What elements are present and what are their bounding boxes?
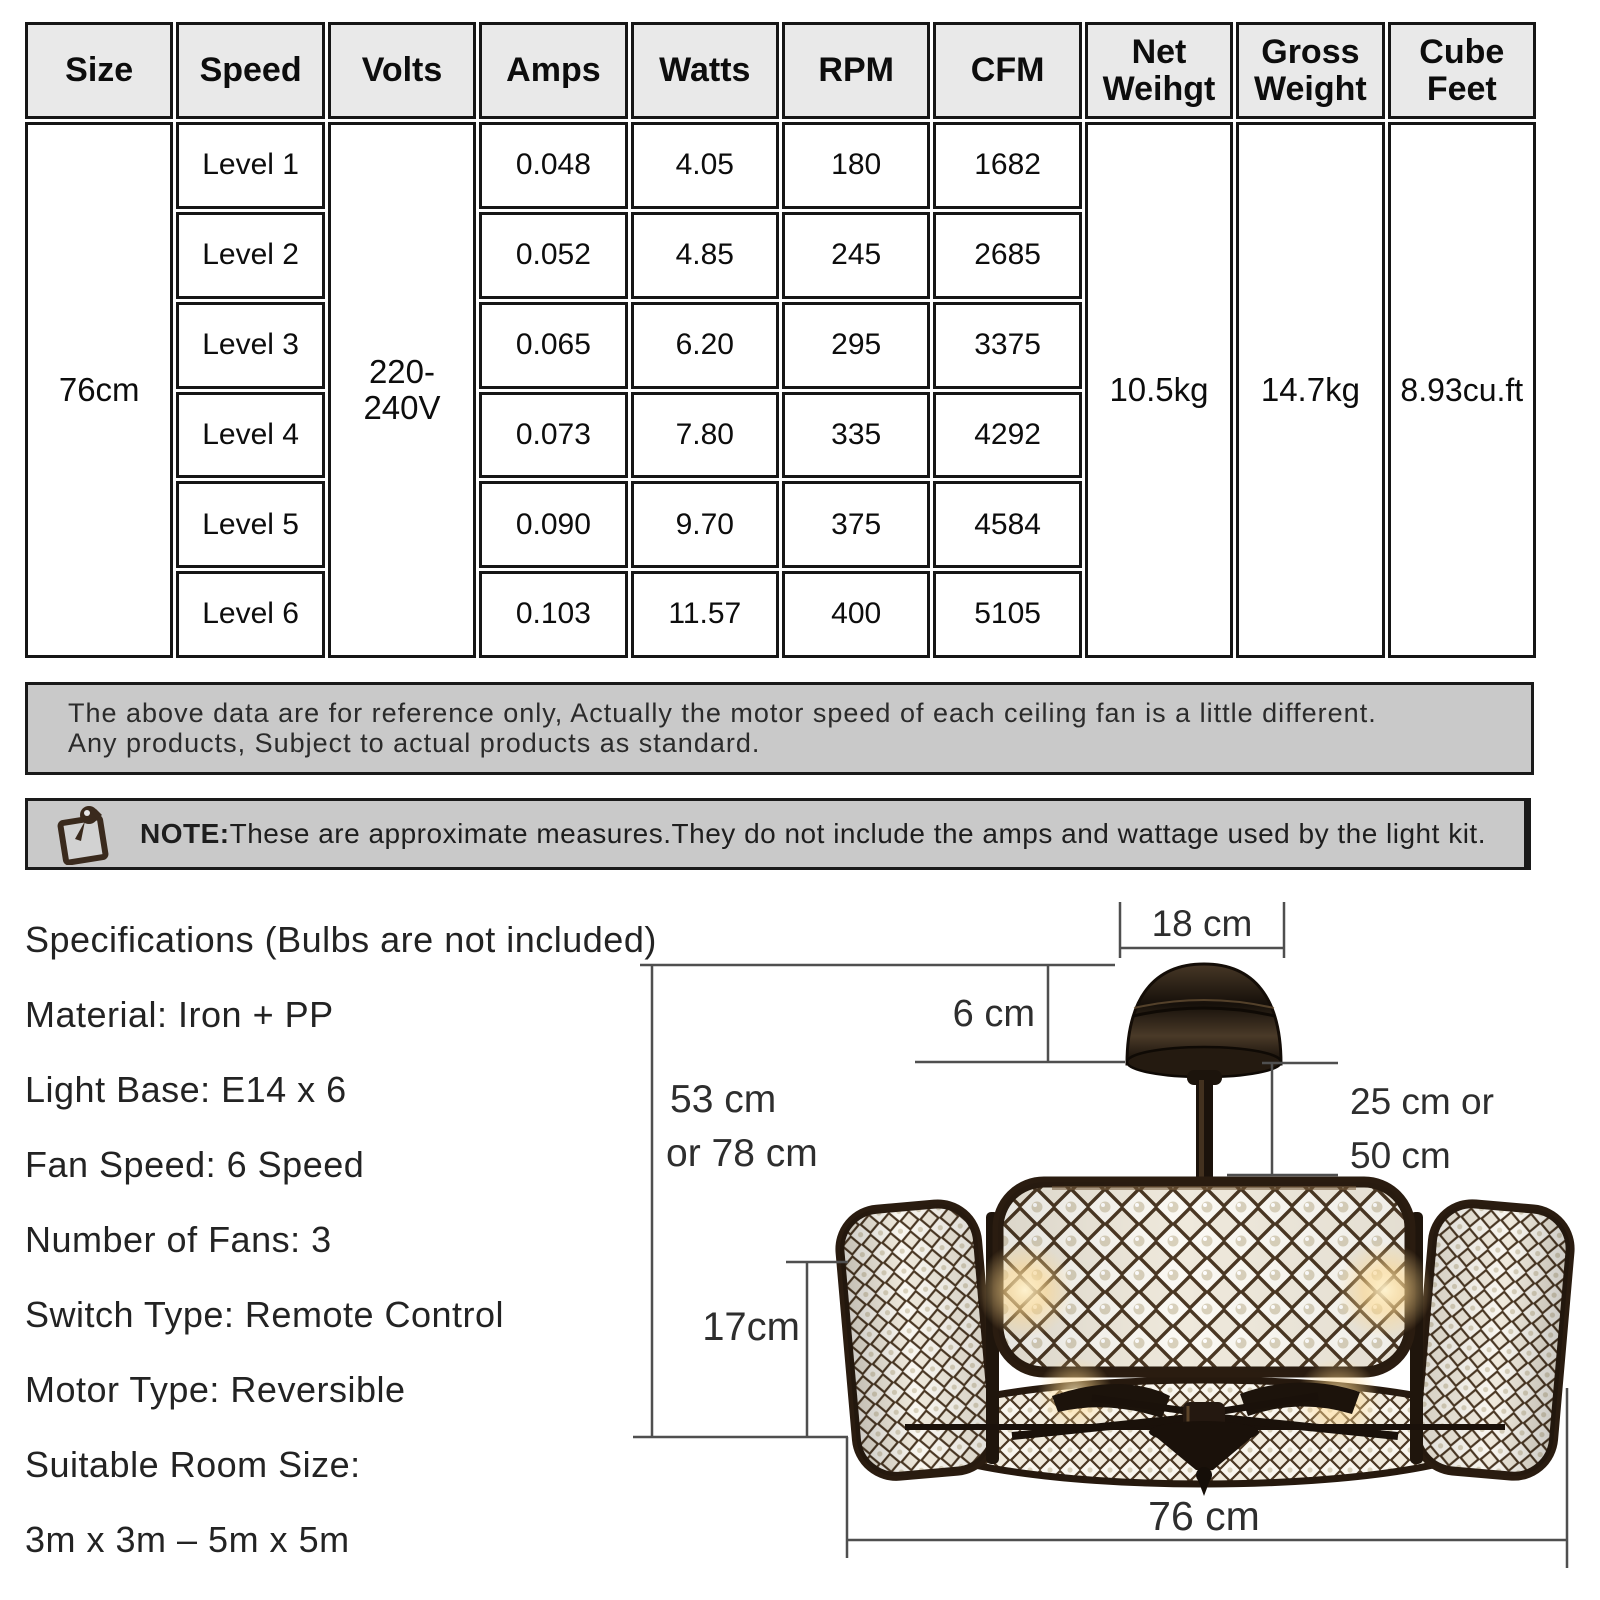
reference-note-line1: The above data are for reference only, Actually the motor speed of each ceiling fan is a little different.	[68, 698, 1377, 728]
col-header-watts: Watts	[631, 22, 779, 119]
rpm-cell: 375	[782, 481, 930, 568]
cfm-cell: 1682	[933, 122, 1081, 209]
net-weight-cell: 10.5kg	[1085, 122, 1233, 658]
dim-label-total-height-1: 53 cm	[670, 1078, 777, 1121]
cfm-cell: 5105	[933, 571, 1081, 658]
spec-number-of-fans: Number of Fans: 3	[25, 1218, 332, 1260]
note-text: These are approximate measures.They do not include the amps and wattage used by the light kit.	[229, 818, 1486, 849]
reference-note-box	[25, 682, 1534, 775]
watts-cell: 4.85	[631, 212, 779, 299]
left-side-panel	[837, 1201, 998, 1480]
cfm-cell: 2685	[933, 212, 1081, 299]
watts-cell: 7.80	[631, 392, 779, 479]
rpm-cell: 245	[782, 212, 930, 299]
watts-cell: 9.70	[631, 481, 779, 568]
watts-cell: 4.05	[631, 122, 779, 209]
col-header-cfm: CFM	[933, 22, 1081, 119]
volts-line1: 220-	[368, 353, 436, 391]
col-header-volts: Volts	[328, 22, 476, 119]
watts-cell: 11.57	[631, 571, 779, 658]
right-side-panel	[1413, 1200, 1574, 1479]
cfm-cell: 3375	[933, 302, 1081, 389]
watts-cell: 6.20	[631, 302, 779, 389]
speed-cell: Level 5	[176, 481, 324, 568]
rpm-cell: 400	[782, 571, 930, 658]
dim-label-downrod-1: 25 cm or	[1350, 1081, 1494, 1122]
dim-label-body-height: 17cm	[702, 1305, 800, 1349]
cfm-cell: 4292	[933, 392, 1081, 479]
amps-cell: 0.065	[479, 302, 627, 389]
rpm-cell: 335	[782, 392, 930, 479]
col-header-amps: Amps	[479, 22, 627, 119]
volts-value-cell	[328, 122, 476, 658]
dim-label-downrod-2: 50 cm	[1350, 1135, 1451, 1176]
ceiling-mount-canopy	[1127, 964, 1281, 1085]
col-header-cube-feet: Cube Feet	[1388, 22, 1536, 119]
fan-dimension-diagram	[0, 860, 1600, 1600]
col-header-gross-weight: Gross Weight	[1236, 22, 1384, 119]
gross-weight-cell: 14.7kg	[1236, 122, 1384, 658]
cube-feet-cell: 8.93cu.ft	[1388, 122, 1536, 658]
col-header-rpm: RPM	[782, 22, 930, 119]
size-value-cell: 76cm	[25, 122, 173, 658]
speed-cell: Level 2	[176, 212, 324, 299]
note-label: NOTE:	[140, 818, 230, 849]
downrod	[1196, 1080, 1213, 1192]
volts-line2: 240V	[363, 389, 441, 426]
reference-note-line2: Any products, Subject to actual products as standard.	[68, 728, 761, 759]
amps-cell: 0.090	[479, 481, 627, 568]
spec-switch-type: Switch Type: Remote Control	[25, 1293, 505, 1335]
spec-room-size-label: Suitable Room Size:	[25, 1443, 361, 1485]
specifications-title: Specifications (Bulbs are not included)	[25, 918, 657, 960]
rpm-cell: 180	[782, 122, 930, 209]
cfm-cell: 4584	[933, 481, 1081, 568]
amps-cell: 0.073	[479, 392, 627, 479]
speed-cell: Level 3	[176, 302, 324, 389]
amps-cell: 0.048	[479, 122, 627, 209]
spec-table	[25, 22, 1536, 658]
rpm-cell: 295	[782, 302, 930, 389]
col-header-net-weight: Net Weihgt	[1085, 22, 1233, 119]
ceiling-fan-illustration	[837, 964, 1574, 1496]
amps-cell: 0.103	[479, 571, 627, 658]
amps-cell: 0.052	[479, 212, 627, 299]
spec-light-base: Light Base: E14 x 6	[25, 1068, 347, 1110]
dim-label-mount-width: 18 cm	[1151, 903, 1253, 944]
pinned-note-icon	[56, 803, 114, 865]
speed-cell: Level 1	[176, 122, 324, 209]
spec-fan-speed: Fan Speed: 6 Speed	[25, 1143, 365, 1185]
spec-motor-type: Motor Type: Reversible	[25, 1368, 406, 1410]
note-text-row	[140, 818, 1486, 850]
spec-room-size-value: 3m x 3m – 5m x 5m	[25, 1518, 350, 1560]
spec-material: Material: Iron + PP	[25, 993, 334, 1035]
col-header-speed: Speed	[176, 22, 324, 119]
speed-cell: Level 4	[176, 392, 324, 479]
dim-label-total-height-2: or 78 cm	[666, 1132, 818, 1175]
col-header-size: Size	[25, 22, 173, 119]
speed-cell: Level 6	[176, 571, 324, 658]
dim-label-body-width: 76 cm	[1148, 1493, 1260, 1539]
dim-label-canopy-height: 6 cm	[952, 993, 1035, 1035]
